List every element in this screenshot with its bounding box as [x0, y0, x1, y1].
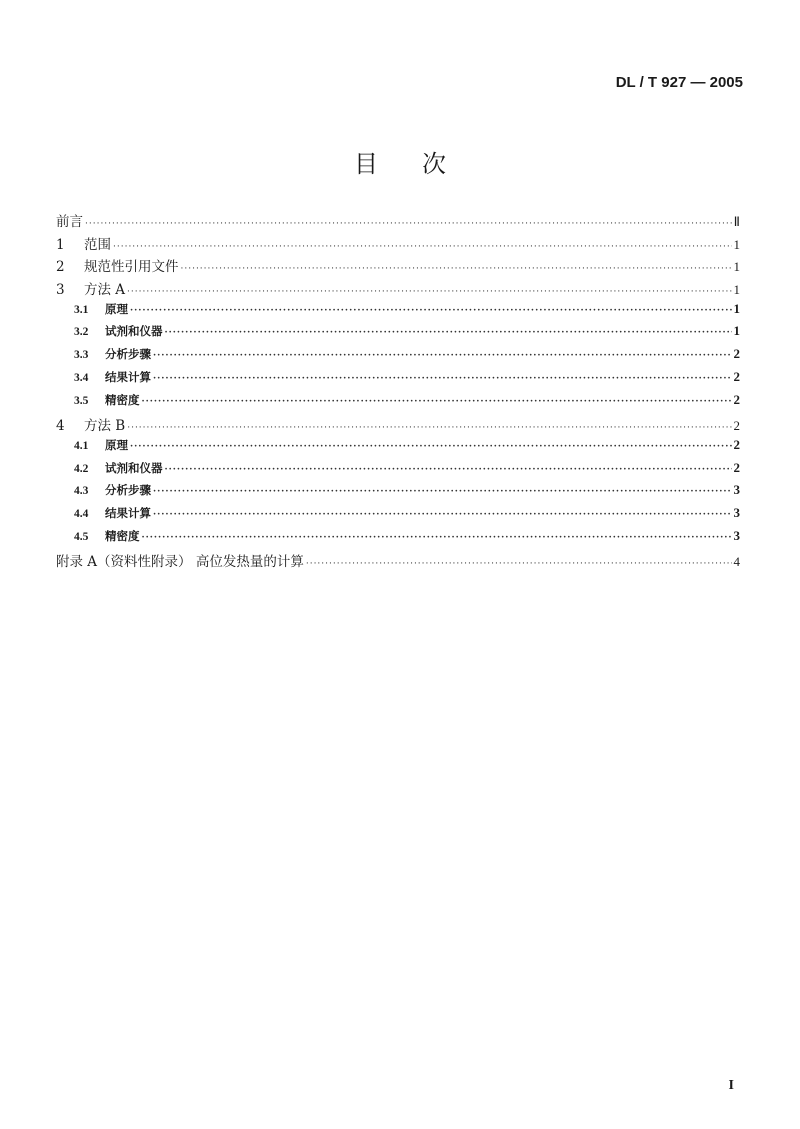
toc-entry-page: 1: [733, 259, 740, 275]
toc-entry-number: 4.2: [74, 462, 89, 475]
leader-dots: [142, 397, 732, 407]
toc-entry[interactable]: [56, 528, 740, 551]
toc-entry[interactable]: [56, 323, 740, 346]
toc-entry-page: 2: [733, 391, 740, 407]
leader-dots: [153, 487, 732, 497]
leader-dots: [113, 242, 732, 252]
toc-entry[interactable]: [56, 460, 740, 483]
toc-entry-number: 3.1: [74, 303, 89, 316]
toc-entry[interactable]: [56, 505, 740, 528]
toc-entry-number: 2: [56, 259, 65, 276]
toc-entry[interactable]: [56, 301, 740, 324]
leader-dots: [130, 306, 732, 316]
toc-entry-page: 2: [733, 346, 740, 362]
toc-entry[interactable]: [56, 392, 740, 415]
toc-entry-page: 1: [733, 300, 740, 316]
toc-entry-label: 试剂和仪器: [105, 460, 163, 475]
toc-entry-number: 3: [56, 282, 65, 299]
toc-entry-label: 附录 A（资料性附录） 高位发热量的计算: [56, 554, 304, 571]
toc-entry-page: 1: [733, 282, 740, 298]
toc-entry-page: Ⅱ: [733, 214, 740, 229]
toc-entry-label: 精密度: [105, 392, 140, 407]
toc-entry-number: 3.3: [74, 349, 89, 362]
toc-entry-number: 4: [56, 418, 65, 435]
table-of-contents: [56, 210, 740, 573]
toc-entry-label: 分析步骤: [105, 483, 151, 498]
toc-entry[interactable]: [56, 210, 740, 233]
toc-entry-label: 前言: [56, 214, 83, 230]
toc-entry-page: 1: [733, 236, 740, 252]
toc-entry-number: 3.2: [74, 326, 89, 339]
toc-entry-number: 4.1: [74, 439, 89, 452]
toc-entry-number: 4.5: [74, 530, 89, 543]
toc-entry[interactable]: [56, 346, 740, 369]
toc-entry[interactable]: [56, 414, 740, 437]
toc-entry[interactable]: [56, 550, 740, 573]
toc-entry-page: 2: [733, 436, 740, 452]
leader-dots: [130, 442, 732, 452]
toc-entry-label: 精密度: [105, 528, 140, 543]
toc-entry-label: 原理: [105, 301, 128, 316]
toc-entry-label: 分析步骤: [105, 347, 151, 362]
toc-entry-number: 3.5: [74, 394, 89, 407]
toc-entry-number: 4.4: [74, 507, 89, 520]
leader-dots: [153, 351, 732, 361]
toc-entry-label: 试剂和仪器: [105, 324, 163, 339]
leader-dots: [142, 533, 732, 543]
toc-entry-label: 方法 B: [84, 418, 126, 435]
leader-dots: [165, 328, 732, 338]
toc-entry[interactable]: [56, 482, 740, 505]
toc-entry-page: 2: [733, 368, 740, 384]
leader-dots: [127, 287, 731, 297]
toc-entry-page: 2: [733, 459, 740, 475]
toc-entry-label: 结果计算: [105, 505, 151, 520]
leader-dots: [306, 559, 732, 569]
toc-entry-page: 4: [733, 554, 740, 570]
toc-entry-label: 范围: [84, 236, 111, 253]
toc-entry-label: 原理: [105, 437, 128, 452]
toc-entry-page: 3: [733, 527, 740, 543]
page-number: I: [728, 1078, 734, 1093]
leader-dots: [181, 264, 732, 274]
toc-entry[interactable]: [56, 233, 740, 256]
toc-entry-label: 结果计算: [105, 369, 151, 384]
leader-dots: [165, 465, 732, 475]
toc-entry[interactable]: [56, 437, 740, 460]
toc-entry-label: 方法 A: [84, 282, 126, 299]
toc-entry-page: 2: [733, 418, 740, 434]
page-title: 目次: [354, 150, 490, 178]
toc-entry-number: 3.4: [74, 371, 89, 384]
leader-dots: [85, 219, 732, 229]
toc-entry-number: 1: [56, 236, 65, 253]
leader-dots: [153, 510, 732, 520]
leader-dots: [127, 423, 731, 433]
standard-number: DL / T 927 — 2005: [615, 74, 743, 91]
toc-entry[interactable]: [56, 255, 740, 278]
leader-dots: [153, 374, 732, 384]
toc-entry-label: 规范性引用文件: [84, 259, 179, 276]
toc-entry-page: 1: [733, 323, 740, 339]
toc-entry-number: 4.3: [74, 485, 89, 498]
toc-entry-page: 3: [733, 504, 740, 520]
toc-entry[interactable]: [56, 369, 740, 392]
toc-entry-page: 3: [733, 482, 740, 498]
toc-entry[interactable]: [56, 278, 740, 301]
